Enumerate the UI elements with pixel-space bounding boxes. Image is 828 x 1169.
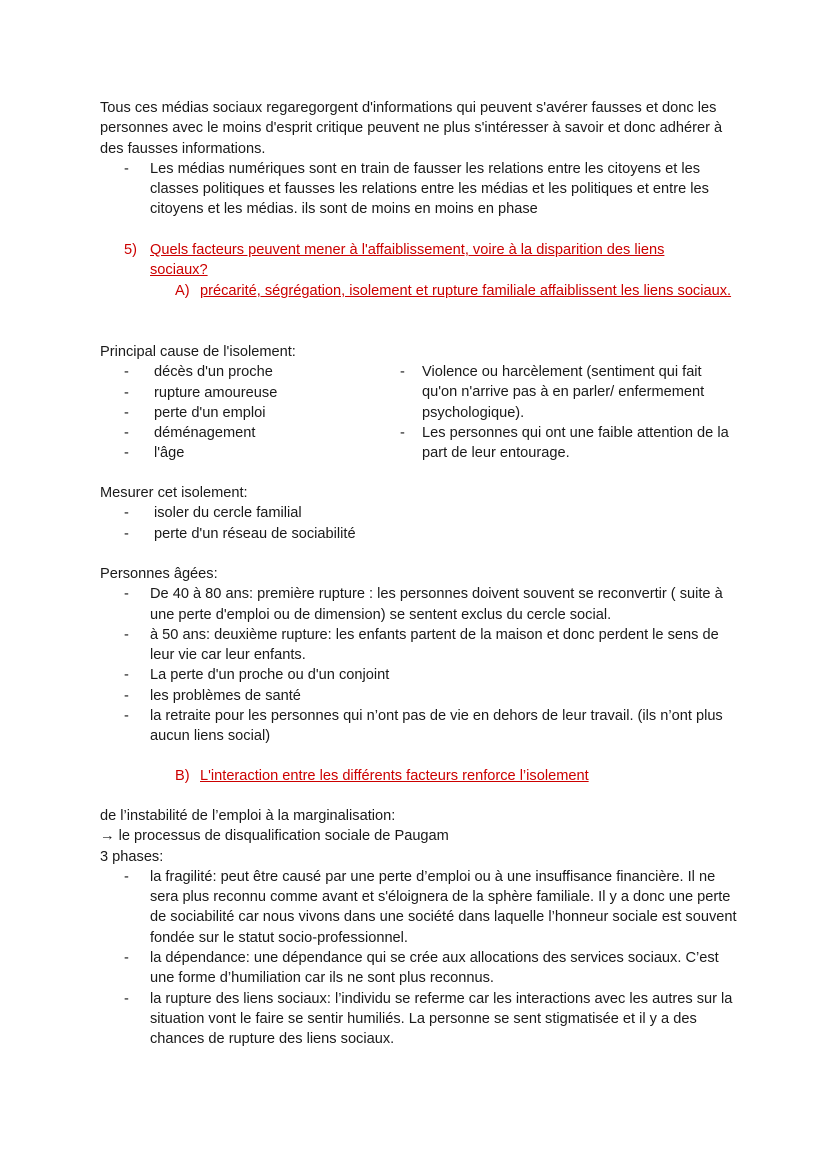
list-item: - La perte d'un proche ou d'un conjoint — [100, 665, 740, 685]
list-item: - la fragilité: peut être causé par une perte d’emploi ou à une insuffisance financière. Il ne sera plus reconnu comme avant et s'éloignera de la sphère familiale. Il y a donc une perte de sociabilité car nous vivons dans une société dans laquelle l’honneur sociale est souvent fondée sur le statut socio-professionnel. — [100, 867, 740, 948]
list-item: - Violence ou harcèlement (sentiment qui fait qu'on n'arrive pas à en parler/ enfermement psychologique). — [400, 362, 730, 423]
section-5-number: 5) — [124, 242, 137, 258]
list-item: - la dépendance: une dépendance qui se crée aux allocations des services sociaux. C’est une forme d’humiliation car ils ne sont plus reconnus. — [100, 948, 740, 989]
instabilite-line-3: 3 phases: — [100, 848, 164, 865]
list-item: - rupture amoureuse — [100, 383, 740, 403]
intro-list — [100, 159, 740, 220]
causes-right-list — [400, 362, 730, 463]
list-item: - l'âge — [100, 443, 740, 463]
causes-heading: Principal cause de l'isolement: — [100, 344, 296, 360]
mesurer-section — [100, 483, 740, 544]
list-item: - isoler du cercle familial — [100, 503, 740, 523]
subsection-a-title: précarité, ségrégation, isolement et rupture familiale affaiblissent les liens sociaux. — [200, 283, 732, 299]
phases-list — [100, 867, 740, 1050]
instabilite-line-1: de l’instabilité de l’emploi à la marginalisation: — [100, 808, 396, 824]
list-item: - la rupture des liens sociaux: l’individu se referme car les interactions avec les autres sur la situation vont le faire se sentir humiliés. La personne se sent stigmatisée et il y a des chances de rupture des liens sociaux. — [100, 989, 740, 1050]
list-item: - Les personnes qui ont une faible attention de la part de leur entourage. — [400, 423, 730, 464]
list-item: - la retraite pour les personnes qui n’ont pas de vie en dehors de leur travail. (ils n’ont plus aucun liens social) — [100, 706, 740, 747]
subsection-a-letter: A) — [175, 283, 190, 299]
section-5-heading — [124, 240, 724, 281]
list-item: - perte d'un réseau de sociabilité — [100, 524, 740, 544]
agees-list — [100, 584, 740, 746]
agees-section — [100, 564, 740, 747]
list-item: - les problèmes de santé — [100, 686, 740, 706]
subsection-b-title: L'interaction entre les différents facteurs renforce l’isolement — [200, 768, 589, 784]
list-item: - à 50 ans: deuxième rupture: les enfants partent de la maison et donc perdent le sens de leur vie car leur enfants. — [100, 625, 740, 666]
subsection-b-heading — [175, 766, 735, 786]
instabilite-section — [100, 806, 740, 1050]
list-item: - De 40 à 80 ans: première rupture : les personnes doivent souvent se reconvertir ( suite à une perte d'emploi ou de dimension) se sentent exclus du cercle social. — [100, 584, 740, 625]
subsection-b-letter: B) — [175, 768, 190, 784]
list-item: - perte d'un emploi — [100, 403, 740, 423]
mesurer-list — [100, 503, 740, 544]
causes-right-column — [400, 362, 730, 463]
section-5-title: Quels facteurs peuvent mener à l'affaiblissement, voire à la disparition des liens sociaux? — [150, 242, 665, 279]
intro-paragraph: Tous ces médias sociaux regaregorgent d'informations qui peuvent s'avérer fausses et donc les personnes avec le moins d'esprit critique peuvent ne plus s'intéresser à savoir et donc adhérer à des fausses informations. — [100, 100, 723, 157]
list-item: - déménagement — [100, 423, 740, 443]
list-item: - Les médias numériques sont en train de fausser les relations entre les citoyens et les classes politiques et fausses les relations entre les médias et les politiques et entre les citoyens et les médias. ils sont de moins en moins en phase — [100, 159, 740, 220]
list-item: - décès d'un proche — [100, 362, 740, 382]
instabilite-line-2: → le processus de disqualification sociale de Paugam — [100, 828, 449, 845]
intro-section — [100, 98, 740, 220]
agees-heading: Personnes âgées: — [100, 566, 218, 582]
mesurer-heading: Mesurer cet isolement: — [100, 485, 248, 501]
subsection-a-heading — [175, 281, 735, 301]
